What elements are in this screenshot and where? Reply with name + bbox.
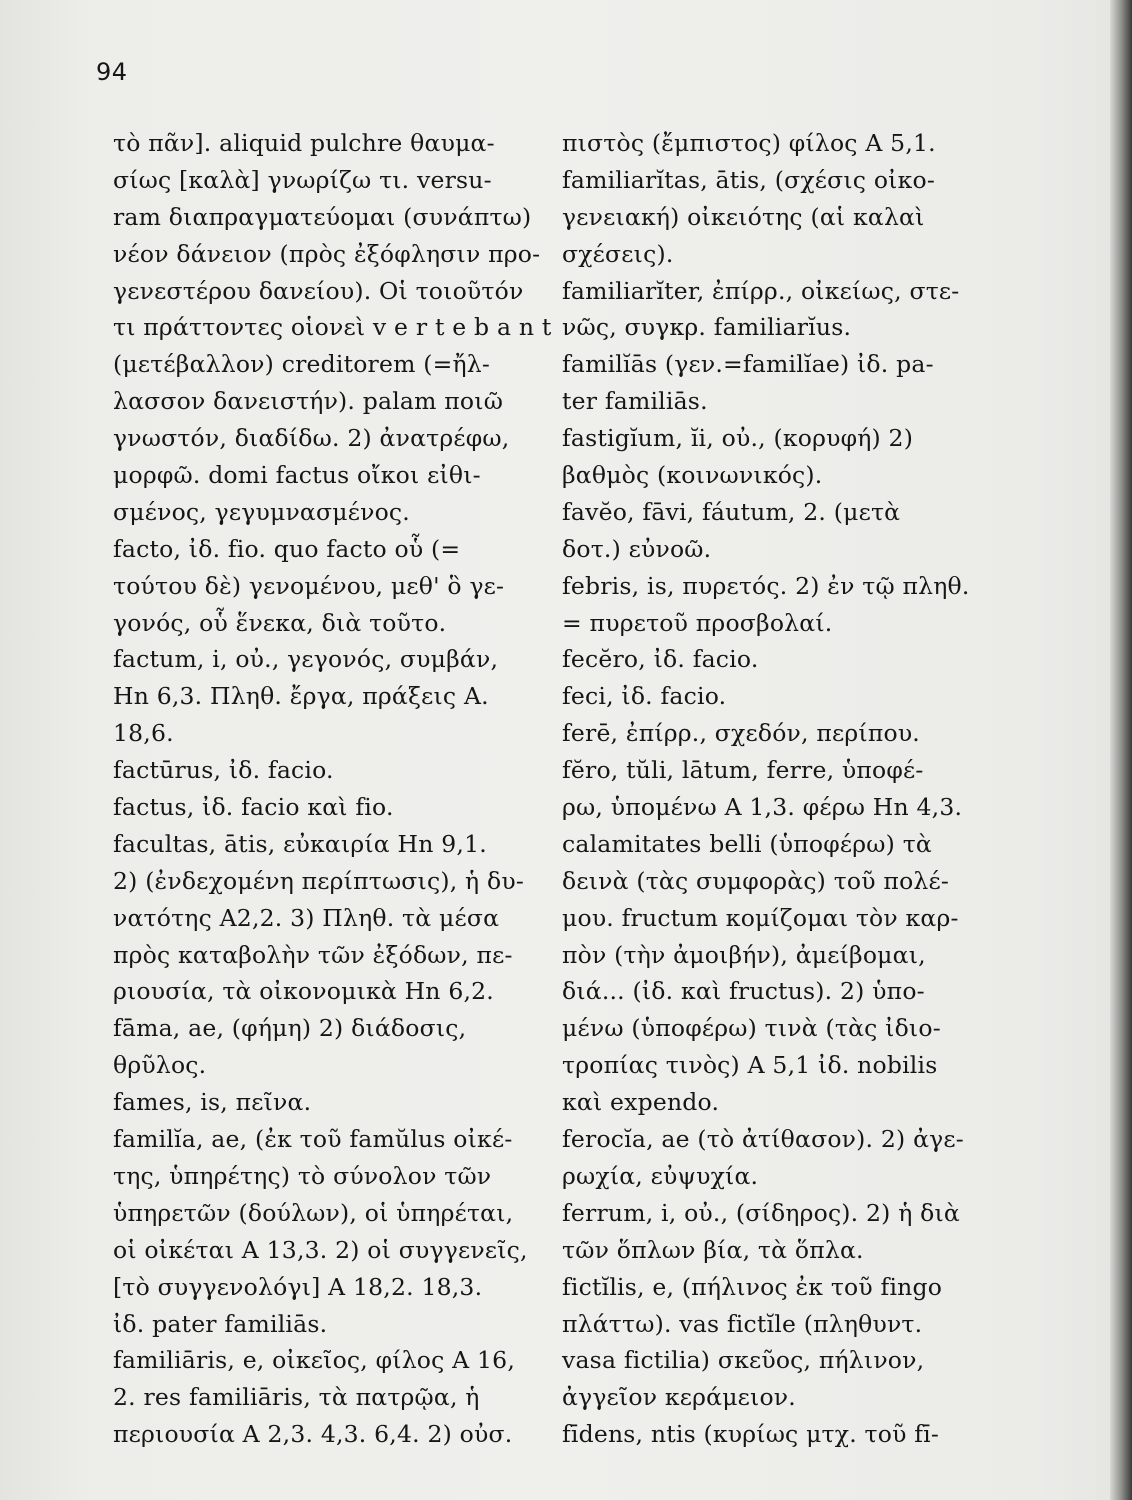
- dictionary-line: vasa fictilia) σκεῦος, πήλινον,: [562, 1346, 925, 1375]
- dictionary-line: fames, is, πεῖνα.: [113, 1088, 312, 1117]
- dictionary-line: διά... (ἰδ. καὶ fructus). 2) ὑπο-: [562, 977, 925, 1006]
- dictionary-line: τροπίας τινὸς) A 5,1 ἰδ. nobilis: [562, 1051, 938, 1080]
- dictionary-line: = πυρετοῦ προσβολαί.: [562, 608, 833, 637]
- dictionary-line: νῶς, συγκρ. familiarĭus.: [562, 313, 852, 342]
- dictionary-line: νέον δάνειον (πρὸς ἐξόφλησιν προ-: [113, 239, 541, 268]
- dictionary-line: λασσον δανειστήν). palam ποιῶ: [113, 387, 504, 416]
- dictionary-line: τι πράττοντες οἱονεὶ v e r t e b a n t: [113, 313, 552, 342]
- dictionary-line: fastigĭum, ĭi, οὐ., (κορυφή) 2): [562, 424, 914, 453]
- dictionary-line: factus, ἰδ. facio καὶ fio.: [113, 793, 394, 822]
- dictionary-line: νατότης A2,2. 3) Πληθ. τὰ μέσα: [113, 903, 500, 932]
- dictionary-line: μένω (ὑποφέρω) τινὰ (τὰς ἰδιο-: [562, 1014, 941, 1043]
- dictionary-line: ferocĭa, ae (τὸ ἀτίθασον). 2) ἀγε-: [562, 1125, 964, 1154]
- dictionary-line: febris, is, πυρετός. 2) ἐν τῷ πληθ.: [562, 571, 970, 600]
- dictionary-line: σίως [καλὰ] γνωρίζω τι. versu-: [113, 165, 492, 194]
- dictionary-line: ferrum, i, οὐ., (σίδηρος). 2) ἡ διὰ: [562, 1198, 960, 1227]
- dictionary-line: ἀγγεῖον κεράμειον.: [562, 1383, 796, 1412]
- dictionary-line: ρω, ὑπομένω A 1,3. φέρω Hn 4,3.: [562, 793, 963, 822]
- dictionary-line: ter familiās.: [562, 387, 708, 416]
- dictionary-line: ριουσία, τὰ οἰκονομικὰ Hn 6,2.: [113, 977, 494, 1006]
- dictionary-line: θρῦλος.: [113, 1051, 207, 1080]
- dictionary-line: fīdens, ntis (κυρίως μτχ. τοῦ fī-: [562, 1420, 940, 1449]
- dictionary-line: Hn 6,3. Πληθ. ἔργα, πράξεις A.: [113, 682, 489, 711]
- dictionary-line: πιστὸς (ἔμπιστος) φίλος A 5,1.: [562, 129, 936, 157]
- dictionary-line: σχέσεις).: [562, 239, 674, 268]
- dictionary-line: familiarĭtas, ātis, (σχέσις οἰκο-: [562, 165, 935, 194]
- dictionary-line: καὶ expendo.: [562, 1088, 720, 1117]
- dictionary-line: ram διαπραγματεύομαι (συνάπτω): [113, 202, 532, 231]
- dictionary-line: [τὸ συγγενολόγι] A 18,2. 18,3.: [113, 1272, 483, 1301]
- dictionary-line: favĕo, fāvi, fáutum, 2. (μετὰ: [562, 497, 901, 526]
- dictionary-line: βαθμὸς (κοινωνικός).: [562, 461, 823, 490]
- dictionary-line: γενειακή) οἰκειότης (αἱ καλαὶ: [562, 202, 925, 231]
- dictionary-line: ἰδ. pater familiās.: [113, 1309, 328, 1338]
- dictionary-line: factum, i, οὐ., γεγονός, συμβάν,: [113, 645, 499, 674]
- dictionary-line: facultas, ātis, εὐκαιρία Hn 9,1.: [113, 829, 487, 858]
- dictionary-line: fĕro, tŭli, lātum, ferre, ὑποφέ-: [562, 756, 924, 785]
- dictionary-line: feci, ἰδ. facio.: [562, 682, 727, 711]
- dictionary-line: ferē, ἐπίρρ., σχεδόν, περίπου.: [562, 719, 920, 748]
- dictionary-line: πλάττω). vas fictĭle (πληθυντ.: [562, 1309, 923, 1338]
- dictionary-line: περιουσία A 2,3. 4,3. 6,4. 2) οὐσ.: [113, 1420, 513, 1449]
- dictionary-line: τῶν ὅπλων βία, τὰ ὅπλα.: [562, 1235, 864, 1264]
- dictionary-line: πρὸς καταβολὴν τῶν ἐξόδων, πε-: [113, 940, 513, 969]
- dictionary-line: facto, ἰδ. fio. quo facto οὗ (=: [113, 534, 461, 563]
- dictionary-line: ρωχία, εὐψυχία.: [562, 1161, 759, 1190]
- dictionary-line: fāma, ae, (φήμη) 2) διάδοσις,: [113, 1014, 467, 1043]
- dictionary-line: γενεστέρου δανείου). Οἱ τοιοῦτόν: [113, 276, 524, 305]
- dictionary-line: οἱ οἰκέται A 13,3. 2) οἱ συγγενεῖς,: [113, 1235, 528, 1264]
- dictionary-line: μου. fructum κομίζομαι τὸν καρ-: [562, 903, 959, 932]
- page-number: 94: [96, 58, 128, 86]
- dictionary-line: familiāris, e, οἰκεῖος, φίλος A 16,: [113, 1346, 515, 1375]
- dictionary-line: μορφῶ. domi factus οἴκοι εἰθι-: [113, 461, 481, 490]
- dictionary-line: 18,6.: [113, 719, 174, 748]
- dictionary-line: δεινὰ (τὰς συμφορὰς) τοῦ πολέ-: [562, 866, 950, 895]
- dictionary-line: familĭās (γεν.=familĭae) ἰδ. pa-: [562, 350, 934, 379]
- dictionary-line: factūrus, ἰδ. facio.: [113, 756, 334, 785]
- dictionary-line: γονός, οὗ ἕνεκα, διὰ τοῦτο.: [113, 608, 447, 637]
- dictionary-line: της, ὑπηρέτης) τὸ σύνολον τῶν: [113, 1161, 492, 1190]
- dictionary-line: 2) (ἐνδεχομένη περίπτωσις), ἡ δυ-: [113, 866, 524, 895]
- dictionary-line: fictĭlis, e, (πήλινος ἐκ τοῦ fingo: [562, 1272, 943, 1301]
- right-column: [562, 125, 992, 1453]
- dictionary-line: πὸν (τὴν ἀμοιβήν), ἀμείβομαι,: [562, 940, 926, 969]
- dictionary-line: familiarĭter, ἐπίρρ., οἰκείως, στε-: [562, 276, 960, 305]
- dictionary-line: ὑπηρετῶν (δούλων), οἱ ὑπηρέται,: [113, 1198, 514, 1227]
- dictionary-line: 2. res familiāris, τὰ πατρῷα, ἡ: [113, 1383, 480, 1412]
- dictionary-line: τούτου δὲ) γενομένου, μεθ' ὃ γε-: [113, 571, 505, 600]
- dictionary-line: familĭa, ae, (ἐκ τοῦ famŭlus οἰκέ-: [113, 1125, 513, 1154]
- dictionary-line: calamitates belli (ὑποφέρω) τὰ: [562, 829, 932, 858]
- dictionary-line: fecĕro, ἰδ. facio.: [562, 645, 759, 674]
- dictionary-line: τὸ πᾶν]. aliquid pulchre θαυμα-: [113, 129, 495, 157]
- dictionary-line: σμένος, γεγυμνασμένος.: [113, 497, 410, 526]
- dictionary-line: (μετέβαλλον) creditorem (=ἤλ-: [113, 350, 491, 379]
- left-column: [113, 125, 553, 1453]
- dictionary-line: δοτ.) εὐνοῶ.: [562, 534, 712, 563]
- dictionary-line: γνωστόν, διαδίδω. 2) ἀνατρέφω,: [113, 424, 510, 453]
- page-edge-shadow: [1110, 0, 1132, 1500]
